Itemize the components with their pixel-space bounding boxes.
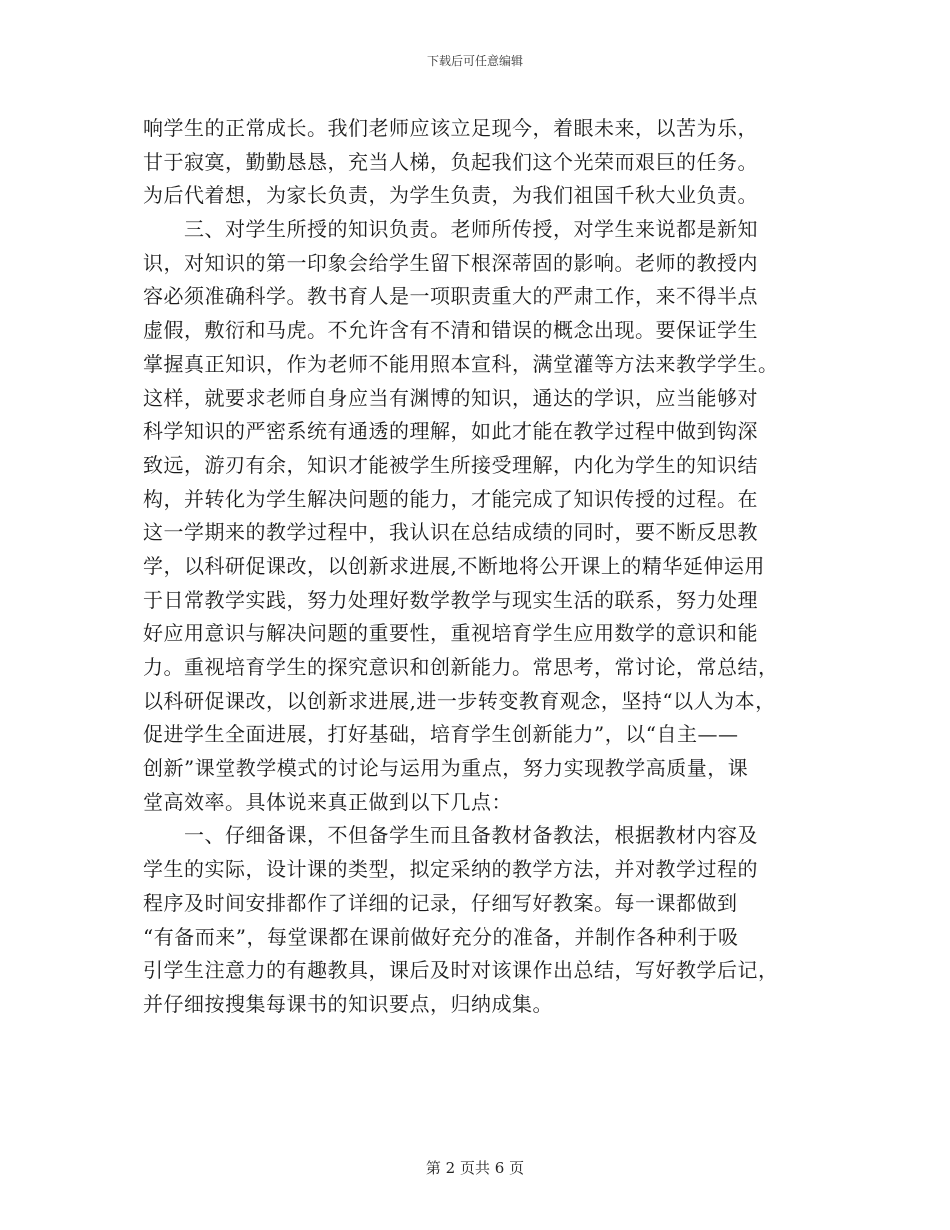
- text-line: 容必须准确科学。教书育人是一项职责重大的严肃工作，来不得半点: [143, 284, 758, 309]
- text-line: 力。重视培育学生的探究意识和创新能力。常思考，常讨论，常总结，: [143, 655, 779, 679]
- text-line: 三、对学生所授的知识负责。老师所传授，对学生来说都是新知: [143, 217, 758, 242]
- text-line: 构，并转化为学生解决问题的能力，才能完成了知识传授的过程。在: [143, 486, 758, 511]
- text-line: 致远，游刃有余，知识才能被学生所接受理解，内化为学生的知识结: [143, 452, 758, 477]
- text-line: 引学生注意力的有趣教具，课后及时对该课作出总结，写好教学后记，: [143, 958, 779, 983]
- text-line: 于日常教学实践，努力处理好数学教学与现实生活的联系，努力处理: [143, 587, 758, 612]
- page-footer: 第 2 页共 6 页: [425, 1159, 525, 1177]
- text-line: 一、仔细备课，不但备学生而且备教材备教法，根据教材内容及: [143, 823, 758, 848]
- text-line: 以科研促课改，以创新求进展,进一步转变教育观念，坚持“以人为本，: [143, 688, 776, 713]
- text-line: 学，以科研促课改，以创新求进展,不断地将公开课上的精华延伸运用: [143, 553, 765, 578]
- page-header: 下载后可任意编辑: [426, 54, 523, 68]
- text-line: 响学生的正常成长。我们老师应该立足现今，着眼未来，以苦为乐，: [143, 116, 758, 140]
- text-line: 学生的实际，设计课的类型，拟定采纳的教学方法，并对教学过程的: [143, 857, 758, 882]
- text-line: 程序及时间安排都作了详细的记录，仔细写好教案。每一课都做到: [143, 890, 738, 915]
- text-line: 并仔细按搜集每课书的知识要点，归纳成集。: [143, 991, 553, 1016]
- text-line: 这一学期来的教学过程中，我认识在总结成绩的同时，要不断反思教: [143, 520, 758, 545]
- text-line: 甘于寂寞，勤勤恳恳，充当人梯，负起我们这个光荣而艰巨的任务。: [143, 149, 758, 174]
- text-line: 堂高效率。具体说来真正做到以下几点：: [143, 789, 512, 814]
- text-line: “有备而来”，每堂课都在课前做好充分的准备，并制作各种利于吸: [143, 924, 739, 949]
- text-line: 掌握真正知识，作为老师不能用照本宣科，满堂灌等方法来教学学生。: [143, 351, 779, 376]
- text-line: 促进学生全面进展，打好基础，培育学生创新能力”，以“自主——: [143, 722, 739, 747]
- text-line: 虚假，敷衍和马虎。不允许含有不清和错误的概念出现。要保证学生: [143, 318, 758, 343]
- text-line: 识，对知识的第一印象会给学生留下根深蒂固的影响。老师的教授内: [143, 250, 758, 275]
- text-line: 创新”课堂教学模式的讨论与运用为重点，努力实现教学高质量，课: [143, 756, 749, 781]
- text-line: 科学知识的严密系统有通透的理解，如此才能在教学过程中做到钩深: [143, 419, 758, 444]
- text-line: 这样，就要求老师自身应当有渊博的知识，通达的学识，应当能够对: [143, 385, 758, 410]
- text-line: 好应用意识与解决问题的重要性，重视培育学生应用数学的意识和能: [143, 621, 758, 646]
- body-text: [143, 112, 833, 1022]
- text-line: 为后代着想，为家长负责，为学生负责，为我们祖国千秋大业负责。: [143, 183, 758, 208]
